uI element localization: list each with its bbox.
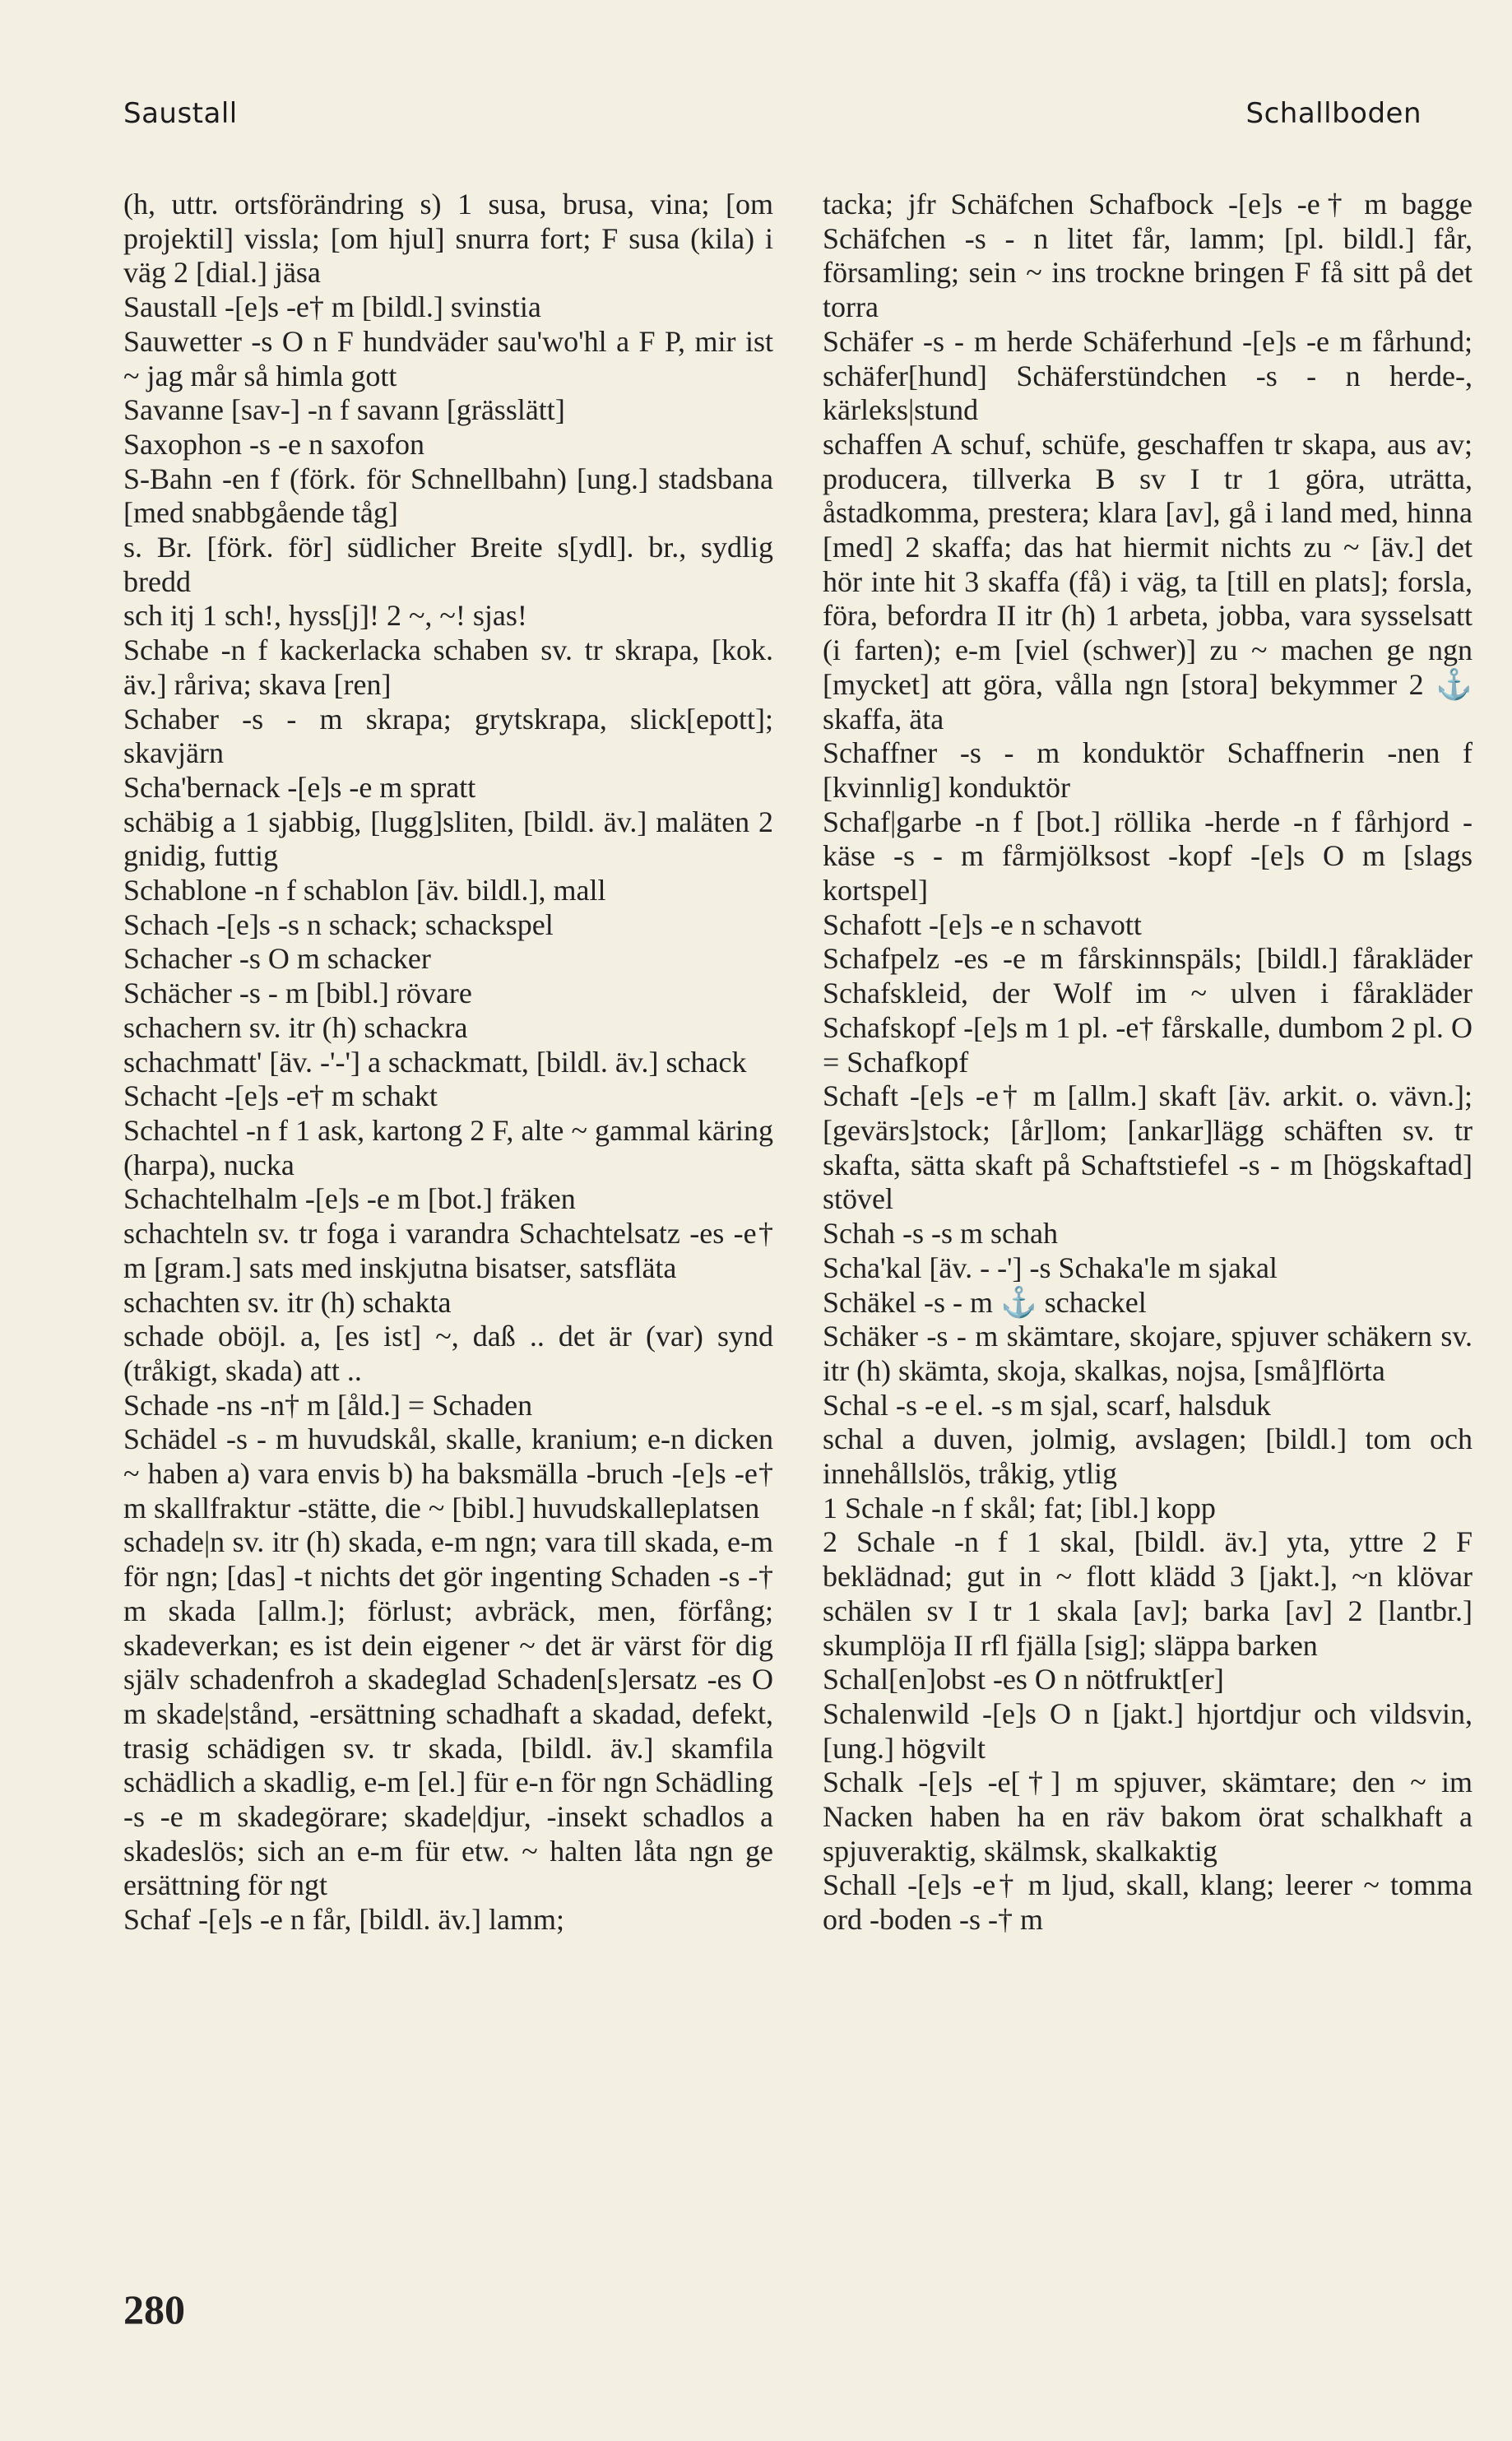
- entry: Schaffner -s - m konduktör Schaffnerin -nen f [kvinnlig] konduktör: [823, 736, 1473, 804]
- entry: Schäker -s - m skämtare, skojare, spjuver schäkern sv. itr (h) skämta, skoja, skalkas, nojsa, [små]flörta: [823, 1320, 1473, 1387]
- right-column: [823, 188, 1473, 1937]
- entry: Schachtel -n f 1 ask, kartong 2 F, alte ~ gammal käring (harpa), nucka: [123, 1113, 773, 1181]
- entry: schachmatt' [äv. -'-'] a schackmatt, [bildl. äv.] schack: [123, 1045, 747, 1079]
- entry: schäbig a 1 sjabbig, [lugg]sliten, [bildl. äv.] maläten 2 gnidig, futtig: [123, 805, 773, 873]
- entry: S-Bahn -en f (förk. för Schnellbahn) [ung.] stadsbana [med snabbgående tåg]: [123, 462, 773, 530]
- entry: Schacht -[e]s -e† m schakt: [123, 1079, 438, 1113]
- entry: schaffen A schuf, schüfe, geschaffen tr skapa, aus av; producera, tillverka B sv I tr 1 göra, uträtta, åstadkomma, prestera; klara [av], gå i land med, hinna [med] 2 skaffa; das hat hiermit nichts zu ~ [äv.] det hör inte hit 3 skaffa (få) i väg, ta [till en plats]; forsla, föra, befordra II itr (h) 1 arbeta, jobba, vara sysselsatt (i farten); e-m [viel (schwer)] zu ~ machen ge ngn [mycket] att göra, vålla ngn [stora] bekymmer 2 ⚓ skaffa, äta: [823, 427, 1473, 736]
- entry: Schaf -[e]s -e n får, [bildl. äv.] lamm;: [123, 1903, 565, 1937]
- running-head-right: Schallboden: [1245, 97, 1422, 130]
- entry: Schach -[e]s -s n schack; schackspel: [123, 907, 554, 941]
- entry: Scha'bernack -[e]s -e m spratt: [123, 770, 476, 804]
- entry: 1 Schale -n f skål; fat; [ibl.] kopp: [823, 1491, 1216, 1524]
- entry: Schade -ns -n† m [åld.] = Schaden: [123, 1388, 533, 1422]
- entry: Schall -[e]s -e† m ljud, skall, klang; leerer ~ tomma ord -boden -s -† m: [823, 1868, 1473, 1937]
- entry: Sauwetter -s O n F hundväder sau'wo'hl a F P, mir ist ~ jag mår så himla gott: [123, 324, 773, 392]
- entry: Schablone -n f schablon [äv. bildl.], mall: [123, 874, 606, 907]
- entry: Schal[en]obst -es O n nötfrukt[er]: [823, 1663, 1224, 1696]
- entry: schachern sv. itr (h) schackra: [123, 1010, 468, 1044]
- entry: Schäfer -s - m herde Schäferhund -[e]s -e m fårhund; schäfer[hund] Schäferstündchen -s - n herde-, kärleks|stund: [823, 324, 1473, 427]
- entry: Schafott -[e]s -e n schavott: [823, 907, 1142, 941]
- entry: s. Br. [förk. för] südlicher Breite s[ydl]. br., sydlig bredd: [123, 531, 773, 598]
- entry: 2 Schale -n f 1 skal, [bildl. äv.] yta, yttre 2 F beklädnad; gut in ~ flott klädd 3 [jakt.], ~n klövar schälen sv I tr 1 skala [av]; barka [av] 2 [lantbr.] skumplöja II rfl fjälla [sig]; släppa barken: [823, 1525, 1473, 1662]
- left-column: [123, 188, 773, 1937]
- entry: Schabe -n f kackerlacka schaben sv. tr skrapa, [kok. äv.] råriva; skava [ren]: [123, 633, 773, 701]
- entry: (h, uttr. ortsförändring s) 1 susa, brusa, vina; [om projektil] vissla; [om hjul] snurra fort; F susa (kila) i väg 2 [dial.] jäsa: [123, 188, 773, 290]
- entry: Schalenwild -[e]s O n [jakt.] hjortdjur och vildsvin, [ung.] högvilt: [823, 1696, 1473, 1765]
- entry: sch itj 1 sch!, hyss[j]! 2 ~, ~! sjas!: [123, 599, 527, 633]
- entry: Schah -s -s m schah: [823, 1217, 1058, 1251]
- entry: Schaft -[e]s -e† m [allm.] skaft [äv. arkit. o. vävn.]; [gevärs]stock; [år]lom; [ankar]lägg schäften sv. tr skafta, sätta skaft på Schaftstiefel -s - m [högskaftad] stövel: [823, 1079, 1473, 1216]
- entry: schachteln sv. tr foga i varandra Schachtelsatz -es -e† m [gram.] sats med inskjutna bisatser, satsfläta: [123, 1217, 773, 1284]
- entry: Schächer -s - m [bibl.] rövare: [123, 977, 472, 1010]
- entry: Saustall -[e]s -e† m [bildl.] svinstia: [123, 290, 541, 324]
- entry: Schädel -s - m huvudskål, skalle, kranium; e-n dicken ~ haben a) vara envis b) ha baksmälla -bruch -[e]s -e† m skallfraktur -stätte, die ~ [bibl.] huvudskalleplatsen: [123, 1422, 773, 1524]
- entry: schade|n sv. itr (h) skada, e-m ngn; vara till skada, e-m för ngn; [das] -t nichts det gör ingenting Schaden -s -† m skada [allm.]; förlust; avbräck, men, förfång; skadeverkan; es ist dein eigener ~ det är värst för dig själv schadenfroh a skadeglad Schaden[s]ersatz -es O m skade|stånd, -ersättning schadhaft a skadad, defekt, trasig schädigen sv. tr skada, [bildl. äv.] skamfila schädlich a skadlig, e-m [el.] für e-n för ngn Schädling -s -e m skadegörare; skade|djur, -insekt schadlos a skadeslös; sich an e-m für etw. ~ halten låta ngn ge ersättning för ngt: [123, 1525, 773, 1902]
- entry: Schäkel -s - m ⚓ schackel: [823, 1285, 1147, 1319]
- entry: Schalk -[e]s -e[†] m spjuver, skämtare; den ~ im Nacken haben ha en räv bakom örat schalkhaft a spjuveraktig, skälmsk, skalkaktig: [823, 1766, 1473, 1868]
- entry: Schaf|garbe -n f [bot.] röllika -herde -n f fårhjord -käse -s - m fårmjölksost -kopf -[e]s O m [slags kortspel]: [823, 805, 1473, 907]
- entry: tacka; jfr Schäfchen Schafbock -[e]s -e† m bagge Schäfchen -s - n litet får, lamm; [pl. bildl.] får, församling; sein ~ ins trockne bringen F få sitt på det torra: [823, 188, 1473, 324]
- entry: schal a duven, jolmig, avslagen; [bildl.] tom och innehållslös, tråkig, ytlig: [823, 1422, 1473, 1491]
- entry: schachten sv. itr (h) schakta: [123, 1285, 452, 1319]
- entry: schade oböjl. a, [es ist] ~, daß .. det är (var) synd (tråkigt, skada) att ..: [123, 1320, 773, 1387]
- entry: Scha'kal [äv. - -'] -s Schaka'le m sjakal: [823, 1251, 1278, 1284]
- entry: Schal -s -e el. -s m sjal, scarf, halsduk: [823, 1388, 1271, 1422]
- entry: Schafpelz -es -e m fårskinnspäls; [bildl.] fårakläder Schafskleid, der Wolf im ~ ulven i fårakläder Schafskopf -[e]s m 1 pl. -e† fårskalle, dumbom 2 pl. O = Schafkopf: [823, 942, 1473, 1079]
- entry: Schachtelhalm -[e]s -e m [bot.] fräken: [123, 1182, 576, 1216]
- entry: Schacher -s O m schacker: [123, 942, 431, 976]
- entry: Savanne [sav-] -n f savann [grässlätt]: [123, 393, 565, 427]
- page-number: 280: [123, 2286, 185, 2332]
- running-head-left: Saustall: [123, 97, 238, 130]
- entry: Saxophon -s -e n saxofon: [123, 427, 424, 461]
- entry: Schaber -s - m skrapa; grytskrapa, slick[epott]; skavjärn: [123, 702, 773, 770]
